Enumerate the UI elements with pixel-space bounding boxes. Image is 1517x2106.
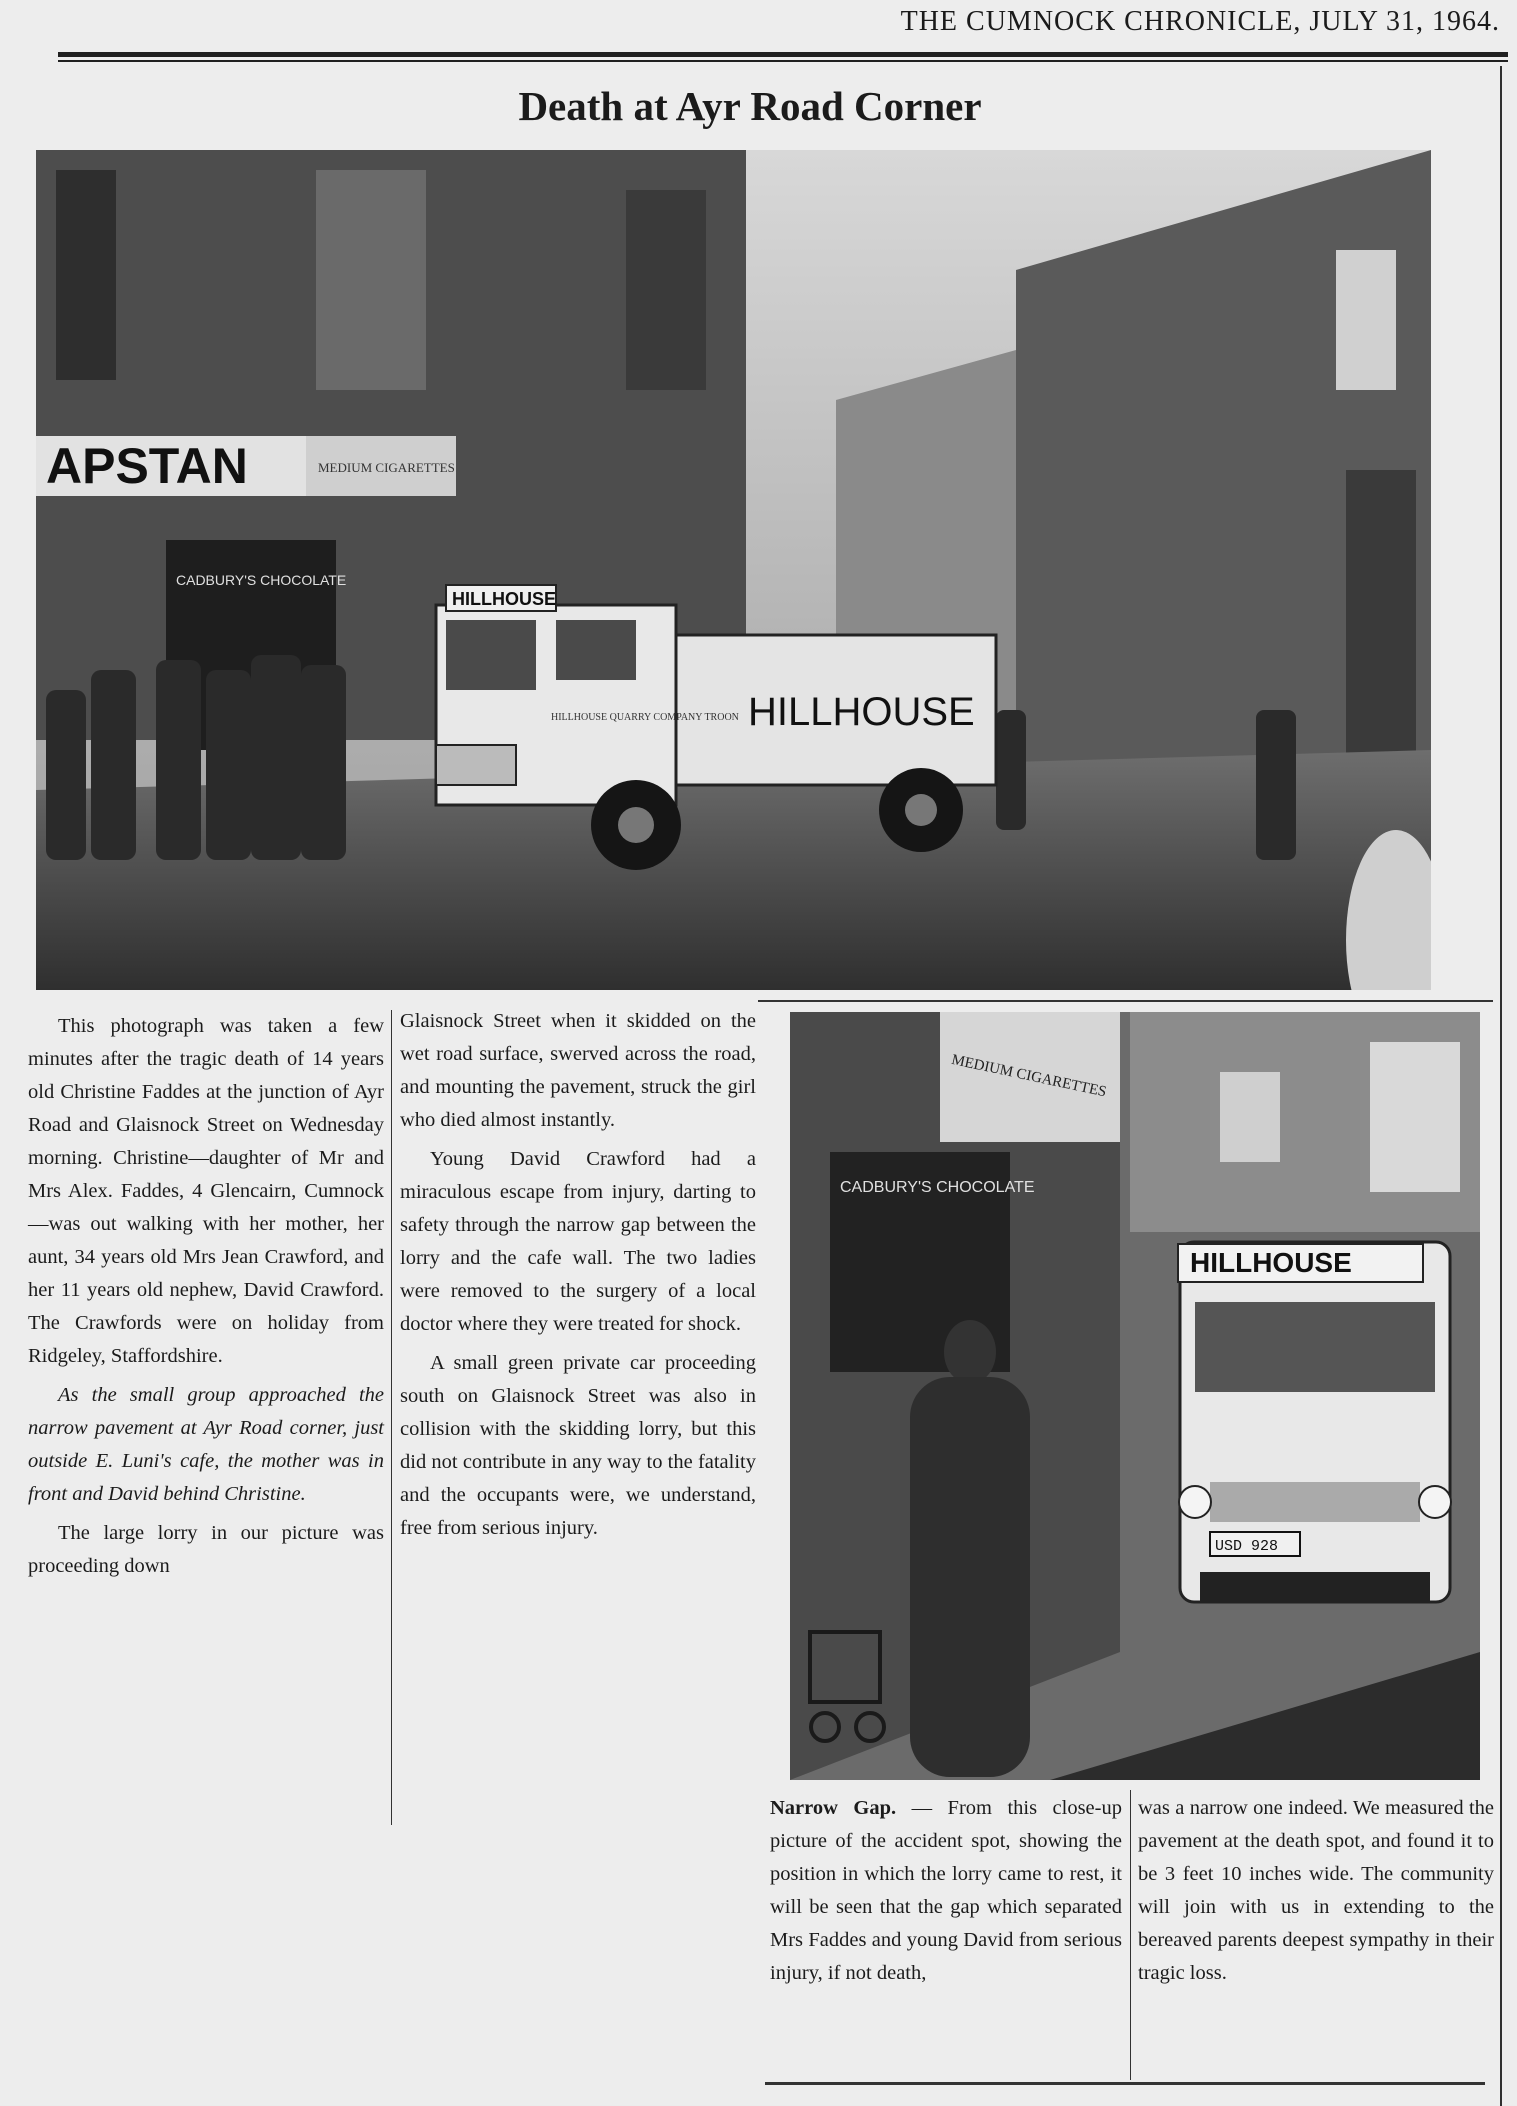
article-paragraph: This photograph was taken a few minutes after the tragic death of 14 years old Christine Faddes at the junction of Ayr Road and Glaisnock Street on Wednesday morning. Christine—daughter of Mr and Mrs Alex. Faddes, 4 Glencairn, Cumnock—was out walking with her mother, her aunt, 34 years old Mrs Jean Crawford, and her 11 years old nephew, David Crawford. The Crawfords were on holiday from Ridgeley, Staffordshire. [28, 1015, 384, 1367]
lorry-cab-sign: HILLHOUSE [452, 589, 557, 609]
caption-lead: Narrow Gap. [770, 1797, 897, 1819]
masthead-rule [58, 52, 1508, 57]
caption-column-2 [1138, 1792, 1494, 1996]
article-paragraph: The large lorry in our picture was proceeding down [28, 1522, 384, 1577]
caption-text: — From this close-up picture of the accident spot, showing the position in which the lorry came to rest, it will be seen that the gap which separated Mrs Faddes and young David from serious injury, if not death, [770, 1797, 1122, 1984]
caption-column-1 [770, 1792, 1122, 1996]
photo2-top-rule [758, 1000, 1493, 1002]
column-rule-2 [1130, 1790, 1131, 2080]
article-paragraph: As the small group approached the narrow pavement at Ayr Road corner, just outside E. Luni's cafe, the mother was in front and David behind Christine. [28, 1384, 384, 1505]
bottom-rule [765, 2082, 1485, 2085]
shop-window-text-2: CADBURY'S CHOCOLATE [840, 1179, 1035, 1196]
cigarettes-sign: MEDIUM CIGARETTES [318, 460, 455, 475]
lorry-cab-sign-2: HILLHOUSE [1190, 1247, 1352, 1278]
masthead: THE CUMNOCK CHRONICLE, JULY 31, 1964. [900, 6, 1500, 37]
article-paragraph: Young David Crawford had a miraculous escape from injury, darting to safety through the narrow gap between the lorry and the cafe wall. The two ladies were removed to the surgery of a local doctor where they were treated for shock. [400, 1148, 756, 1335]
article-paragraph: A small green private car proceeding south on Glaisnock Street was also in collision with the skidding lorry, but this did not contribute in any way to the fatality and the occupants were, we understand, free from serious injury. [400, 1352, 756, 1539]
caption-text: was a narrow one indeed. We measured the pavement at the death spot, and found it to be 3 feet 10 inches wide. The community will join with us in extending to the bereaved parents deepest sympathy in their tragic loss. [1138, 1797, 1494, 1984]
cigarettes-sign-2: MEDIUM CIGARETTES [950, 1051, 1108, 1101]
headline: Death at Ayr Road Corner [518, 83, 982, 129]
article-paragraph: Glaisnock Street when it skidded on the wet road surface, swerved across the road, and mounting the pavement, struck the girl who died almost instantly. [400, 1010, 756, 1131]
article-column-1 [28, 1010, 384, 1589]
column-rule-1 [391, 1010, 392, 1825]
caption-paragraph [770, 1792, 1122, 1990]
shop-window-text: CADBURY'S CHOCOLATE [176, 572, 347, 588]
close-up-photo [790, 1012, 1480, 1780]
article-column-2 [400, 1005, 756, 1551]
lorry-door-text: HILLHOUSE QUARRY COMPANY TROON [551, 712, 739, 723]
masthead-rule-thin [58, 60, 1508, 62]
lorry-side-text: HILLHOUSE [748, 690, 975, 734]
column-rule-right [1500, 66, 1502, 2106]
number-plate: USD 928 [1215, 1538, 1279, 1555]
apstan-sign: APSTAN [46, 438, 248, 494]
street-scene-photo [36, 150, 1431, 990]
